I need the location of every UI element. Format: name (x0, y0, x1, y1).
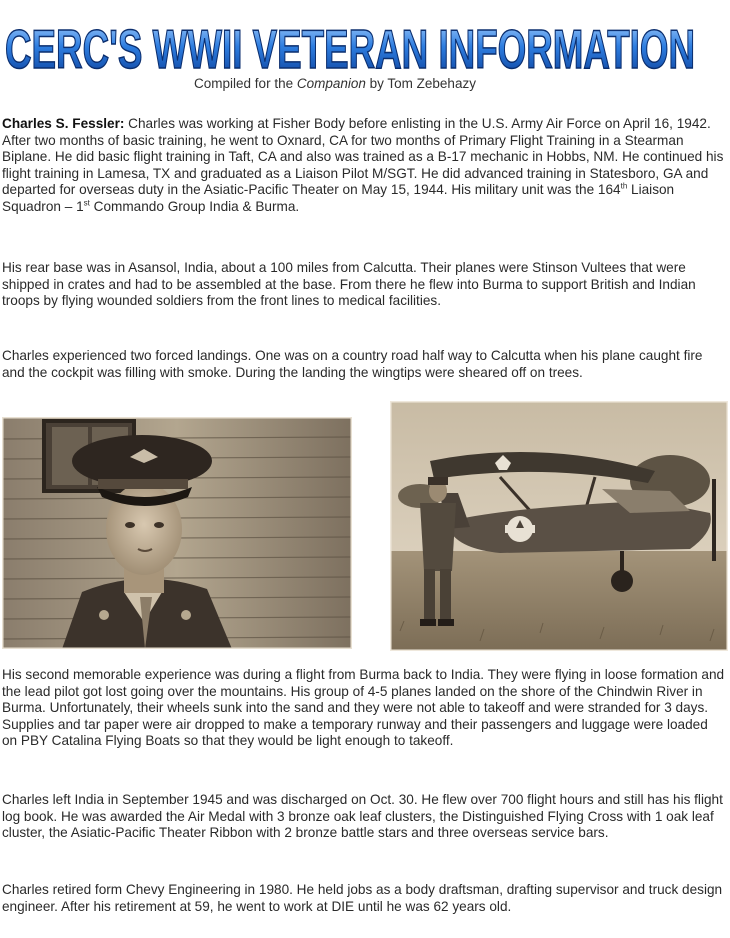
paragraph-discharge-awards: Charles left India in September 1945 and was discharged on Oct. 30. He flew over 700 flight hours and still has his flight log book. He was awarded the Air Medal with 3 bronze oak leaf clusters, the Distinguished Flying Cross with 1 oak leaf cluster, the Asiatic-Pacific Theater Ribbon with 2 bronze battle stars and three overseas service bars. (2, 792, 723, 841)
paragraph-forced-landings: Charles experienced two forced landings. One was on a country road half way to Calcutta when his plane caught fire and the cockpit was filling with smoke. During the landing the wingtips were sheared off on trees. (2, 348, 703, 380)
paragraph-chindwin-river: His second memorable experience was during a flight from Burma back to India. They were flying in loose formation and the lead pilot got lost going over the mountains. His group of 4-5 planes landed on the shore of the Chindwin River in Burma. Unfortunately, their wheels sunk into the sand and they were not able to takeoff and were stranded for 3 days. Supplies and tar paper were air dropped to make a temporary runway and their passengers and luggage were loaded on PBY Catalina Flying Boats so that they would be light enough to takeoff. (2, 667, 725, 749)
portrait-image (2, 417, 352, 649)
airplane-photo (390, 401, 728, 651)
p1-text-c: Commando Group India & Burma. (89, 198, 300, 214)
paragraph-retirement: Charles retired form Chevy Engineering in 1980. He held jobs as a body draftsman, drafting supervisor and truck design engineer. After his retirement at 59, he went to work at DIE until he was 62 years old. (2, 882, 723, 914)
p1-text-a: Charles was working at Fisher Body before enlisting in the U.S. Army Air Force on April 16, 1942. After two months of basic training, he went to Oxnard, CA for two months of Primary Flight Training in a Stearman Biplane. He did basic flight training in Taft, CA and also was trained as a B-17 mechanic in Hobbs, NM. He continued his flight training in Lamesa, TX and graduated as a Liaison Pilot M/SGT. He did advanced training in Statesboro, GA and departed for overseas duty in the Asiatic-Pacific Theater on May 15, 1944. His military unit was the 164 (2, 116, 724, 198)
subtitle-suffix: by Tom Zebehazy (365, 76, 476, 91)
veteran-name: Charles S. Fessler: (2, 116, 125, 131)
paragraph-service-history (2, 116, 726, 216)
subtitle-prefix: Compiled for the (194, 76, 297, 91)
portrait-photo (2, 417, 352, 649)
p1-text-b: Liaison Squadron – 1 (2, 182, 675, 214)
paragraph-rear-base: His rear base was in Asansol, India, about a 100 miles from Calcutta. Their planes were Stinson Vultees that were shipped in crates and had to be assembled at the base. From there he flew into Burma to support British and Indian troops by flying wounded soldiers from the front lines to medical facilities. (2, 260, 696, 309)
title-text: CERC'S WWII VETERAN INFORMATION (5, 18, 695, 80)
p1-sup-b: st (83, 198, 90, 208)
title-wordart (0, 18, 700, 80)
p1-sup-a: th (620, 181, 628, 191)
subtitle-publication: Companion (296, 76, 366, 91)
page-title (0, 18, 700, 80)
subtitle (0, 76, 670, 91)
airplane-image (390, 401, 728, 651)
